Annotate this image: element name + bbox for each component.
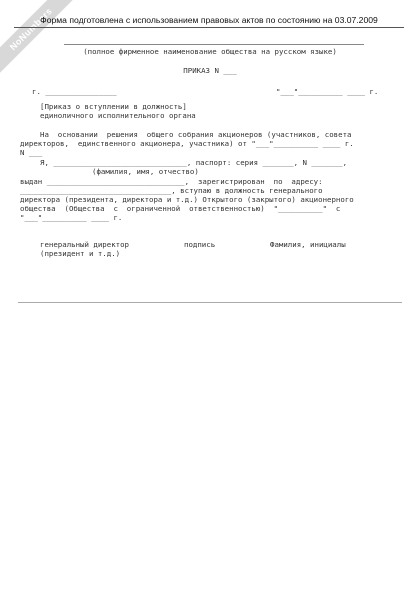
body-text-line: общества (Общества с ограниченной ответственностью) "__________" с xyxy=(20,204,341,213)
body-text-line: директоров, единственного акционера, участника) от "___"__________ ____ г. xyxy=(20,139,354,148)
order-subject-line-2: единоличного исполнительного органа xyxy=(40,111,196,120)
order-subject-line-1: [Приказ о вступлении в должность] xyxy=(40,102,187,111)
order-title: ПРИКАЗ N ___ xyxy=(183,66,237,75)
document-banner: Форма подготовлена с использованием правовых актов по состоянию на 03.07.2009 xyxy=(14,14,404,28)
body-text-line: N ___ xyxy=(20,148,43,157)
signature-position-label: генеральный директор xyxy=(40,240,129,249)
signature-label: подпись xyxy=(184,240,216,249)
body-text-line: Я, ______________________________, паспорт: серия _______, N _______, xyxy=(40,158,348,167)
company-name-caption: (полное фирменное наименование общества на русском языке) xyxy=(83,47,337,56)
body-text-line: __________________________________, вступаю в должность генерального xyxy=(20,186,323,195)
name-caption: (фамилия, имя, отчество) xyxy=(92,167,199,176)
signature-name-label: Фамилия, инициалы xyxy=(270,240,346,249)
body-text-line: выдан _______________________________, зарегистрирован по адресу: xyxy=(20,177,323,186)
body-text-line: На основании решения общего собрания акционеров (участников, совета xyxy=(40,130,352,139)
date-line: "___"__________ ____ г. xyxy=(276,87,379,96)
document-end-divider xyxy=(18,302,402,303)
city-line: г. ________________ xyxy=(32,87,117,96)
company-name-line xyxy=(64,44,364,45)
signature-position-note: (президент и т.д.) xyxy=(40,249,121,258)
body-text-line: директора (президента, директора и т.д.) Открытого (закрытого) акционерного xyxy=(20,195,354,204)
watermark-ribbon: NoNumbers xyxy=(0,0,76,74)
body-text-line: "___"__________ ____ г. xyxy=(20,213,123,222)
